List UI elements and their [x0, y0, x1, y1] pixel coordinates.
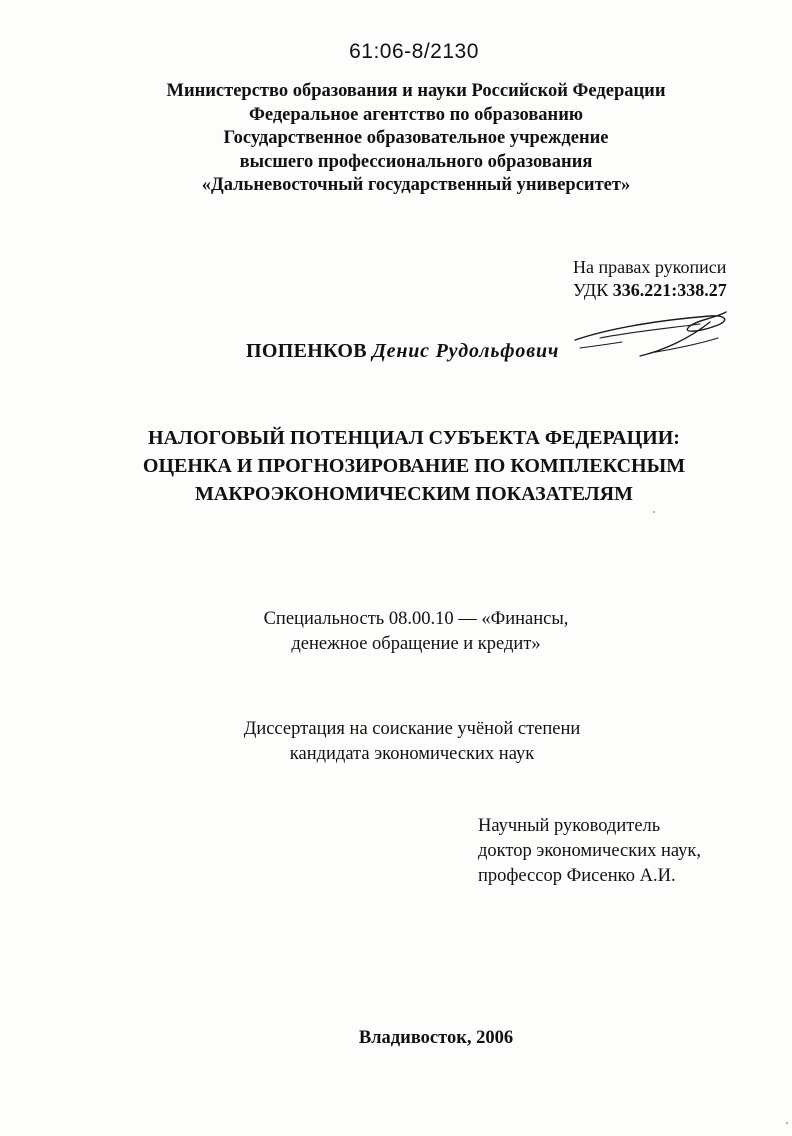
institution-line-agency: Федеральное агентство по образованию — [248, 104, 584, 125]
title-line: ОЦЕНКА И ПРОГНОЗИРОВАНИЕ ПО КОМПЛЕКСНЫМ — [142, 455, 686, 477]
scan-speck — [786, 1122, 788, 1124]
udk-number: 336.221:338.27 — [612, 280, 727, 300]
speciality-block — [20, 607, 792, 657]
scan-speck — [653, 511, 655, 513]
institution-line-state: Государственное образовательное учреждение — [223, 128, 609, 148]
supervisor-line: профессор Фисенко А.И. — [478, 866, 676, 886]
institution-line-education: высшего профессионального образования — [239, 151, 593, 172]
author-given-names: Денис Рудольфович — [372, 340, 560, 362]
institution-block — [20, 80, 792, 198]
author-surname: ПОПЕНКОВ — [246, 340, 367, 362]
archive-code: 61:06-8/2130 — [349, 40, 479, 63]
supervisor-block — [478, 814, 701, 889]
supervisor-line: Научный руководитель — [478, 816, 661, 836]
dissertation-title — [18, 424, 792, 508]
degree-line: Диссертация на соискание учёной степени — [243, 719, 581, 739]
manuscript-rights-block — [573, 256, 727, 302]
degree-line: кандидата экономических наук — [289, 744, 535, 764]
title-line: МАКРОЭКОНОМИЧЕСКИМ ПОКАЗАТЕЛЯМ — [195, 483, 633, 505]
manuscript-note: На правах рукописи — [573, 257, 727, 277]
supervisor-line: доктор экономических наук, — [478, 841, 702, 861]
author-name — [246, 340, 559, 363]
degree-block — [16, 717, 792, 767]
city-year: Владивосток, 2006 — [358, 1028, 514, 1048]
speciality-line: Специальность 08.00.10 — «Финансы, — [263, 609, 569, 629]
handwritten-signature — [540, 298, 740, 368]
speciality-line: денежное обращение и кредит» — [291, 634, 541, 654]
title-line: НАЛОГОВЫЙ ПОТЕНЦИАЛ СУБЪЕКТА ФЕДЕРАЦИИ: — [148, 427, 680, 449]
institution-line-ministry: Министерство образования и науки Российской Федерации — [166, 81, 666, 101]
udk-prefix: УДК — [573, 280, 609, 300]
institution-line-university: «Дальневосточный государственный университет» — [201, 175, 631, 195]
